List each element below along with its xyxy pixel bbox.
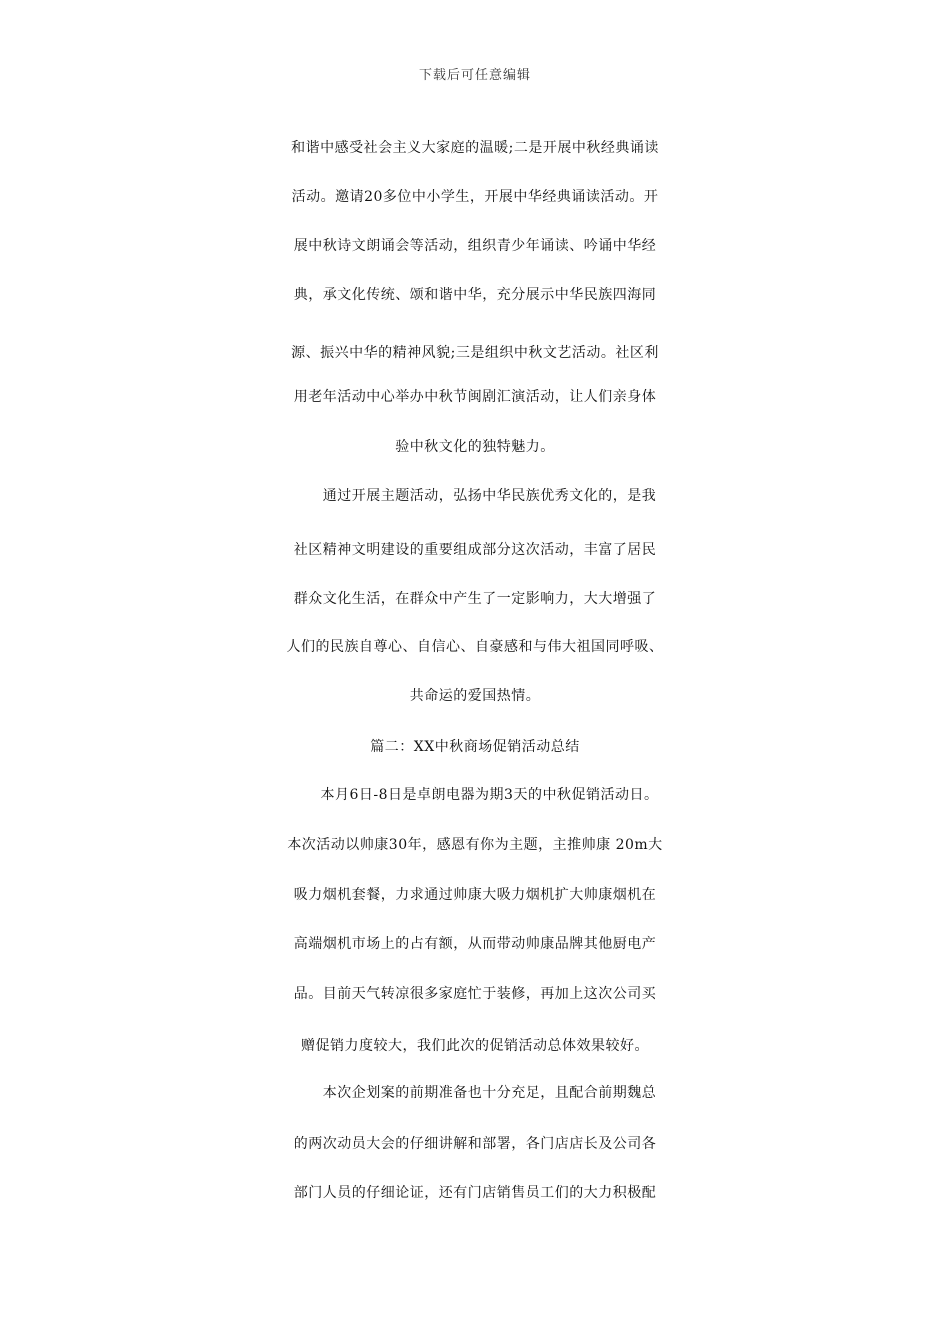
text-line: 本次活动以帅康30年，感恩有你为主题，主推帅康 20m大 [287,837,663,853]
text-line: 典，承文化传统、颂和谐中华，充分展示中华民族四海同 [293,287,657,303]
text-line: 部门人员的仔细论证，还有门店销售员工们的大力积极配 [293,1185,657,1201]
text-line: 群众文化生活，在群众中产生了一定影响力，大大增强了 [293,591,657,607]
text-line: 品。目前天气转凉很多家庭忙于装修，再加上这次公司买 [293,986,657,1002]
text-line: 通过开展主题活动，弘扬中华民族优秀文化的，是我 [293,488,657,504]
text-line: 赠促销力度较大，我们此次的促销活动总体效果较好。 [301,1038,649,1054]
text-line: 本次企划案的前期准备也十分充足，且配合前期魏总 [293,1085,657,1101]
section-heading: 篇二：XX中秋商场促销活动总结 [370,739,580,755]
text-line: 源、振兴中华的精神风貌;三是组织中秋文艺活动。社区利 [291,345,659,361]
text-line: 验中秋文化的独特魅力。 [395,439,555,455]
text-line: 和谐中感受社会主义大家庭的温暖;二是开展中秋经典诵读 [291,140,659,156]
text-line: 活动。邀请20多位中小学生，开展中华经典诵读活动。开 [291,189,659,205]
text-line: 展中秋诗文朗诵会等活动，组织青少年诵读、吟诵中华经 [293,238,657,254]
text-line: 共命运的爱国热情。 [409,688,541,704]
text-line: 吸力烟机套餐，力求通过帅康大吸力烟机扩大帅康烟机在 [293,887,657,903]
text-line: 高端烟机市场上的占有额，从而带动帅康品牌其他厨电产 [293,936,657,952]
text-line: 人们的民族自尊心、自信心、自豪感和与伟大祖国同呼吸、 [286,639,664,655]
text-line: 社区精神文明建设的重要组成部分这次活动，丰富了居民 [293,542,657,558]
text-line: 用老年活动中心举办中秋节闽剧汇演活动，让人们亲身体 [293,389,657,405]
text-line: 本月6日-8日是卓朗电器为期3天的中秋促销活动日。 [291,787,659,803]
page-header: 下载后可任意编辑 [418,68,531,83]
text-line: 的两次动员大会的仔细讲解和部署，各门店店长及公司各 [293,1136,657,1152]
